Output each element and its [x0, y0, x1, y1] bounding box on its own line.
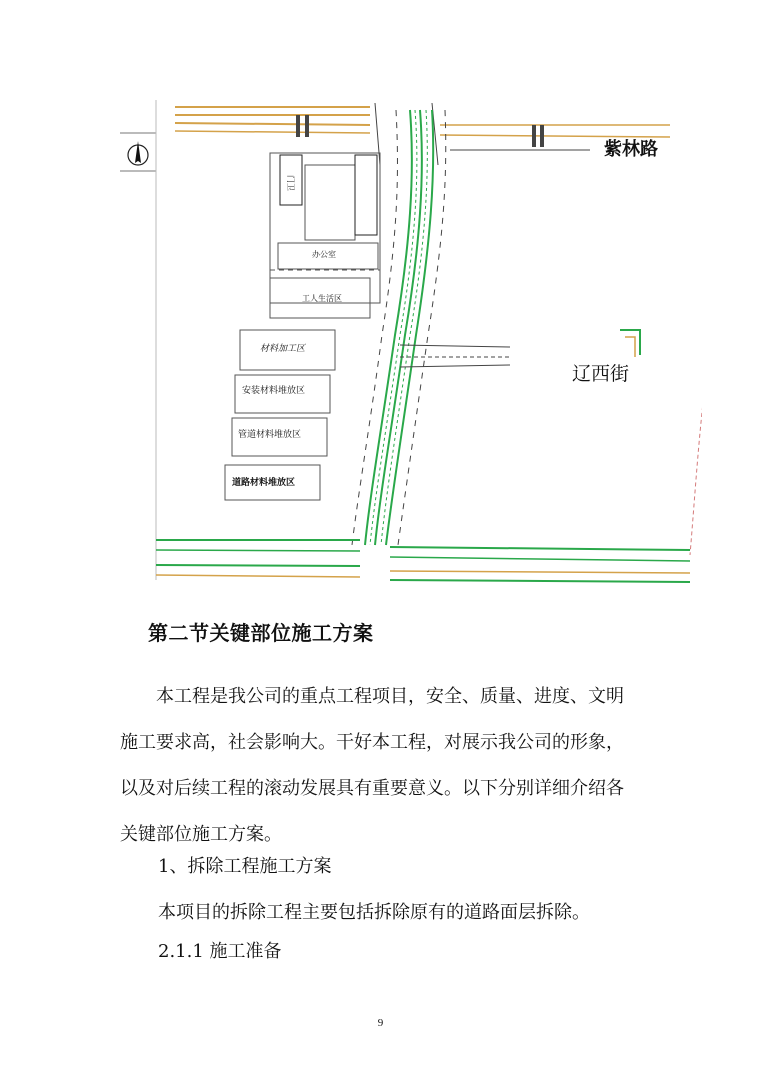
zone-label-gate: 门卫 — [286, 175, 295, 191]
site-layout-map — [120, 95, 702, 587]
cross-road-east — [400, 330, 702, 555]
zone-label-pipe-storage: 管道材料堆放区 — [238, 430, 302, 440]
site-plan-drawing — [120, 95, 702, 587]
zone-label-material-processing: 材料加工区 — [260, 344, 306, 354]
paragraph-demolition-scope: 本项目的拆除工程主要包括拆除原有的道路面层拆除。 — [158, 902, 590, 923]
road-label-liaoxi: 辽西街 — [572, 363, 630, 385]
road-label-zilin: 紫林路 — [604, 139, 658, 160]
main-road — [352, 110, 446, 545]
zone-label-workers-living: 工人生活区 — [302, 294, 342, 303]
zone-label-office: 办公室 — [312, 250, 336, 259]
page-number: 9 — [377, 1017, 384, 1029]
north-arrow-icon — [120, 133, 156, 171]
site-compound — [225, 153, 380, 500]
zone-label-install-storage: 安装材料堆放区 — [242, 386, 306, 396]
section-heading: 第二节关键部位施工方案 — [148, 621, 374, 645]
list-item-demolition: 1、拆除工程施工方案 — [158, 856, 332, 877]
subheading-construction-prep: 2.1.1 施工准备 — [158, 941, 282, 962]
paragraph-intro: 本工程是我公司的重点工程项目，安全、质量、进度、文明施工要求高，社会影响大。干好本工程，对展示我公司的形象，以及对后续工程的滚动发展具有重要意义。以下分别详细介绍各关键部位施工方案。 — [120, 686, 624, 845]
bottom-road — [156, 540, 690, 582]
zone-label-road-storage: 道路材料堆放区 — [232, 478, 296, 488]
